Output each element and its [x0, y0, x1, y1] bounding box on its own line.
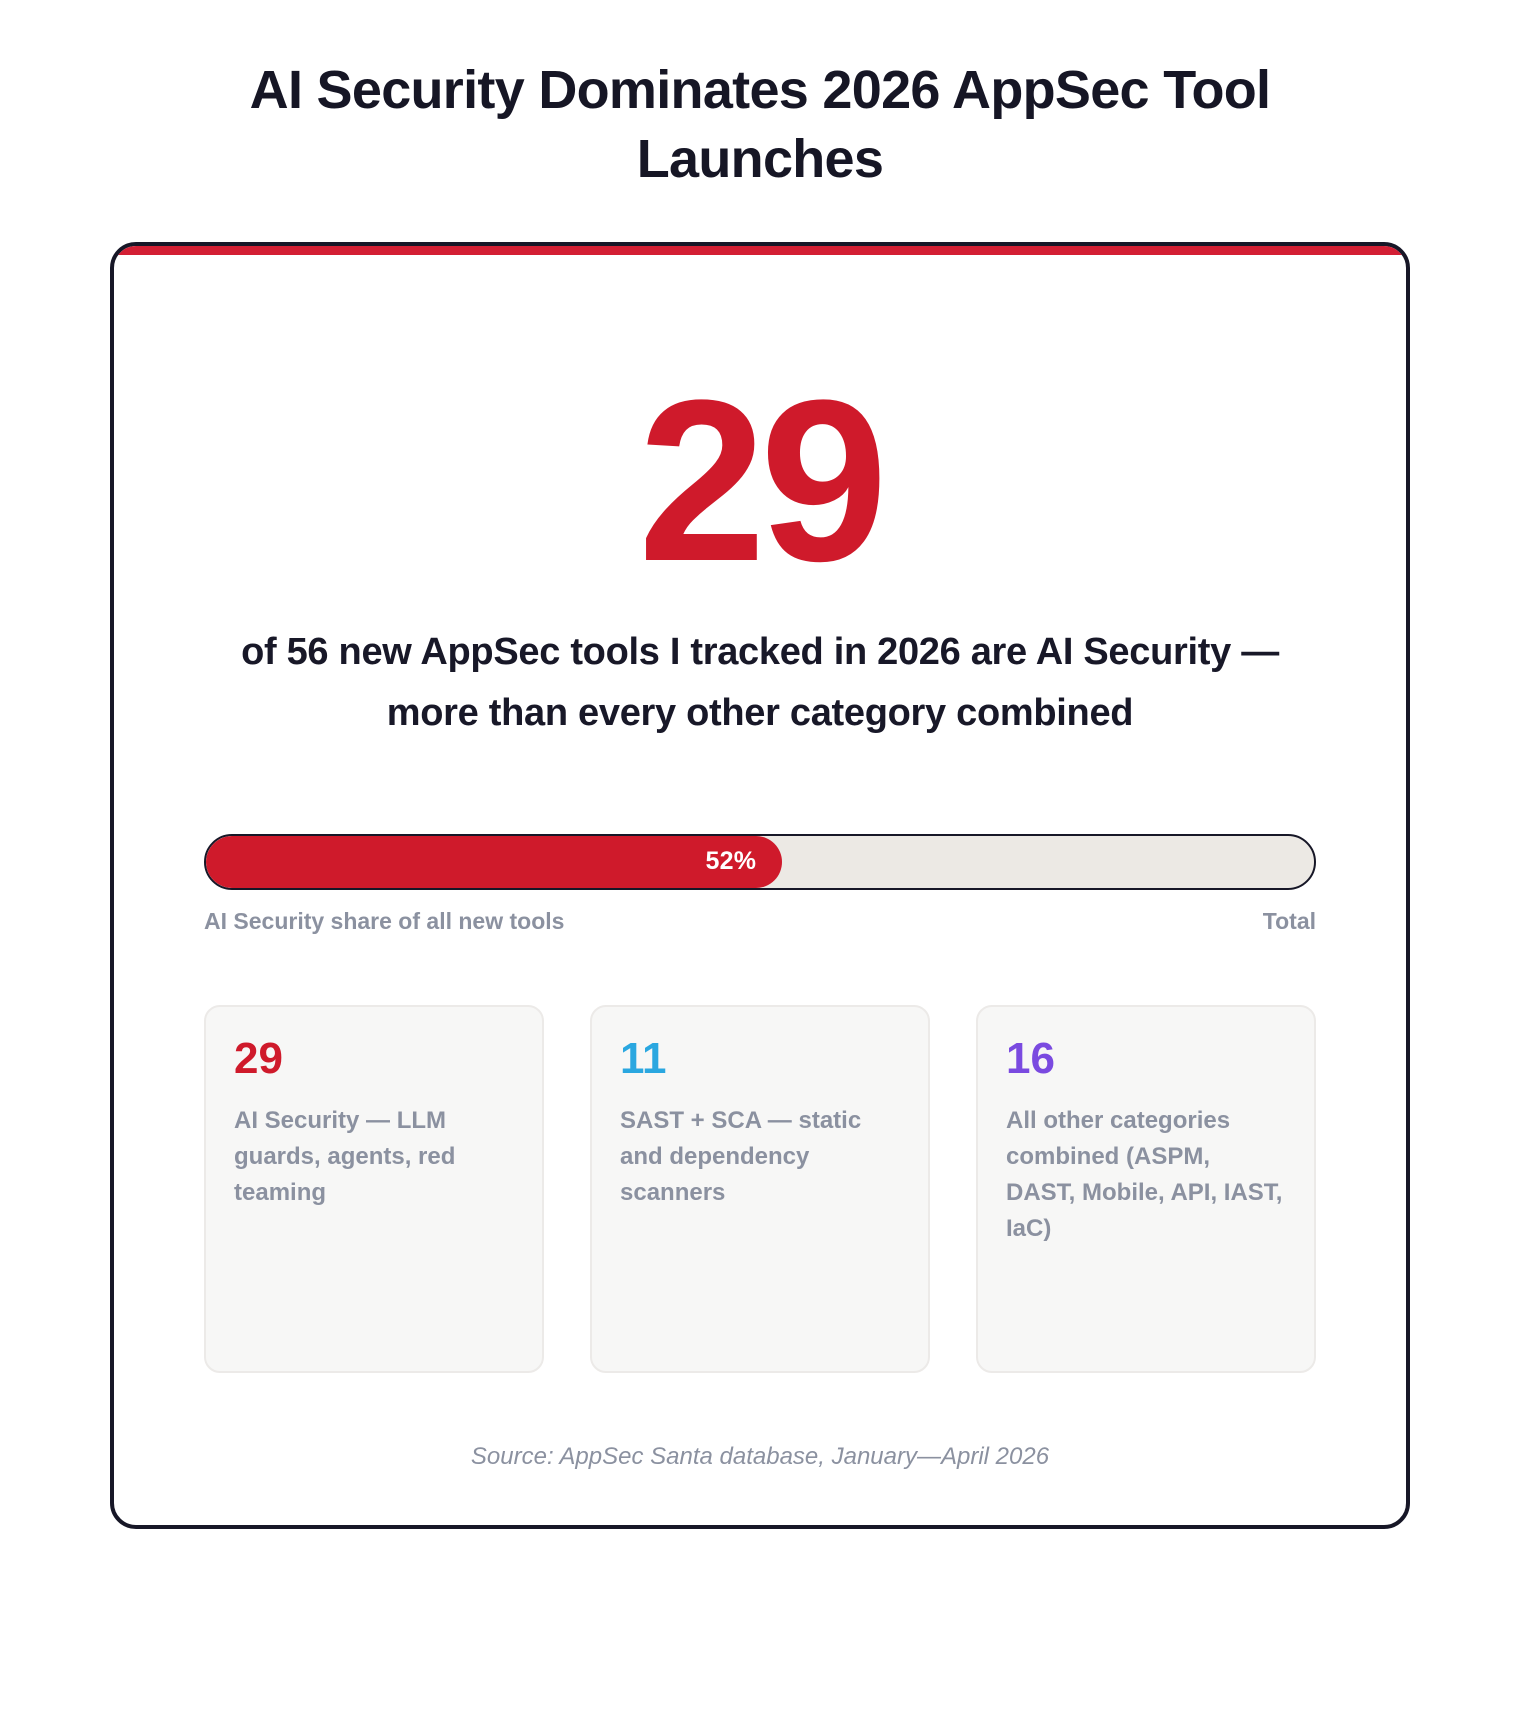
progress-section — [204, 834, 1316, 935]
headline-metric-description: of 56 new AppSec tools I tracked in 2026 are AI Security — more than every other category combined — [241, 631, 1279, 735]
progress-bar-labels — [204, 908, 1316, 935]
source-note: Source: AppSec Santa database, January—April 2026 — [470, 1442, 1050, 1470]
stat-card-wrapper — [110, 242, 1410, 1529]
progress-percent-label: 52% — [705, 847, 757, 876]
progress-left-label: AI Security share of all new tools — [204, 907, 565, 934]
progress-right-label: Total — [1262, 907, 1316, 934]
page-title: AI Security Dominates 2026 AppSec Tool Launches — [249, 60, 1271, 190]
stat-card-ai-security — [204, 1005, 544, 1373]
stat-card-other-categories — [976, 1005, 1316, 1373]
stat-value: 11 — [620, 1033, 667, 1083]
card-accent-bar — [114, 246, 1406, 255]
stat-breakdown-row — [204, 1005, 1316, 1373]
progress-bar-track — [204, 834, 1316, 890]
stat-value: 29 — [234, 1033, 283, 1083]
stat-label: SAST + SCA — static and dependency scanners — [620, 1106, 862, 1206]
stat-label: AI Security — LLM guards, agents, red teaming — [234, 1106, 456, 1206]
stat-card-sast-sca — [590, 1005, 930, 1373]
progress-bar-fill — [206, 836, 782, 888]
stat-label: All other categories combined (ASPM, DAST, Mobile, API, IAST, IaC) — [1006, 1106, 1283, 1242]
headline-metric: 29 — [638, 352, 882, 610]
stat-card — [110, 242, 1410, 1529]
stat-value: 16 — [1006, 1033, 1055, 1083]
